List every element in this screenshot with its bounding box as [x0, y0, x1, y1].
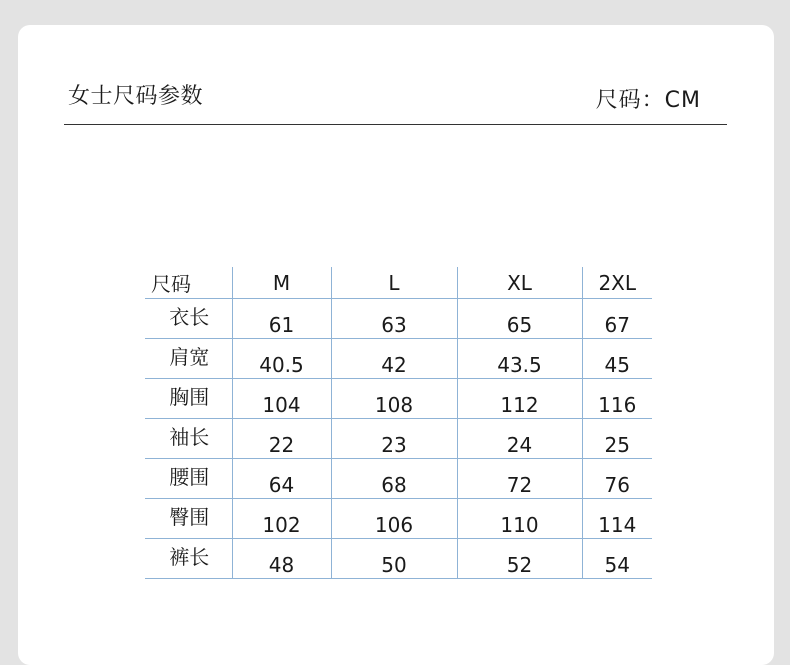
table-cell: 43.5 — [457, 339, 582, 379]
table-cell: 48 — [232, 539, 331, 579]
table-cell: 50 — [331, 539, 457, 579]
table-cell: 68 — [331, 459, 457, 499]
table-cell: 112 — [457, 379, 582, 419]
size-chart-card — [18, 25, 774, 665]
table-cell: 108 — [331, 379, 457, 419]
table-cell: 114 — [582, 499, 652, 539]
table-row — [145, 539, 652, 579]
table-cell: 25 — [582, 419, 652, 459]
table-cell: 24 — [457, 419, 582, 459]
table-cell: 64 — [232, 459, 331, 499]
table-cell: 106 — [331, 499, 457, 539]
title-divider — [64, 124, 727, 125]
size-header-l: L — [331, 267, 457, 299]
size-header-2xl: 2XL — [582, 267, 652, 299]
page-title: 女士尺码参数 — [68, 84, 204, 109]
table-row — [145, 459, 652, 499]
row-label: 臀围 — [145, 499, 232, 539]
table-row — [145, 419, 652, 459]
row-label: 腰围 — [145, 459, 232, 499]
table-cell: 67 — [582, 299, 652, 339]
table-cell: 45 — [582, 339, 652, 379]
table-cell: 42 — [331, 339, 457, 379]
table-row — [145, 299, 652, 339]
table-row — [145, 339, 652, 379]
size-table — [145, 267, 652, 579]
table-cell: 52 — [457, 539, 582, 579]
table-cell: 116 — [582, 379, 652, 419]
table-cell: 22 — [232, 419, 331, 459]
table-cell: 110 — [457, 499, 582, 539]
size-header-m: M — [232, 267, 331, 299]
row-label: 裤长 — [145, 539, 232, 579]
size-header-xl: XL — [457, 267, 582, 299]
row-label: 袖长 — [145, 419, 232, 459]
table-cell: 102 — [232, 499, 331, 539]
table-cell: 76 — [582, 459, 652, 499]
table-header-row — [145, 267, 652, 299]
table-cell: 54 — [582, 539, 652, 579]
row-label: 衣长 — [145, 299, 232, 339]
row-label: 肩宽 — [145, 339, 232, 379]
corner-label: 尺码 — [145, 267, 232, 299]
table-cell: 72 — [457, 459, 582, 499]
table-cell: 61 — [232, 299, 331, 339]
table-cell: 40.5 — [232, 339, 331, 379]
table-cell: 65 — [457, 299, 582, 339]
table-row — [145, 499, 652, 539]
row-label: 胸围 — [145, 379, 232, 419]
unit-label: 尺码：CM — [595, 88, 701, 113]
table-cell: 23 — [331, 419, 457, 459]
table-cell: 63 — [331, 299, 457, 339]
table-row — [145, 379, 652, 419]
table-cell: 104 — [232, 379, 331, 419]
